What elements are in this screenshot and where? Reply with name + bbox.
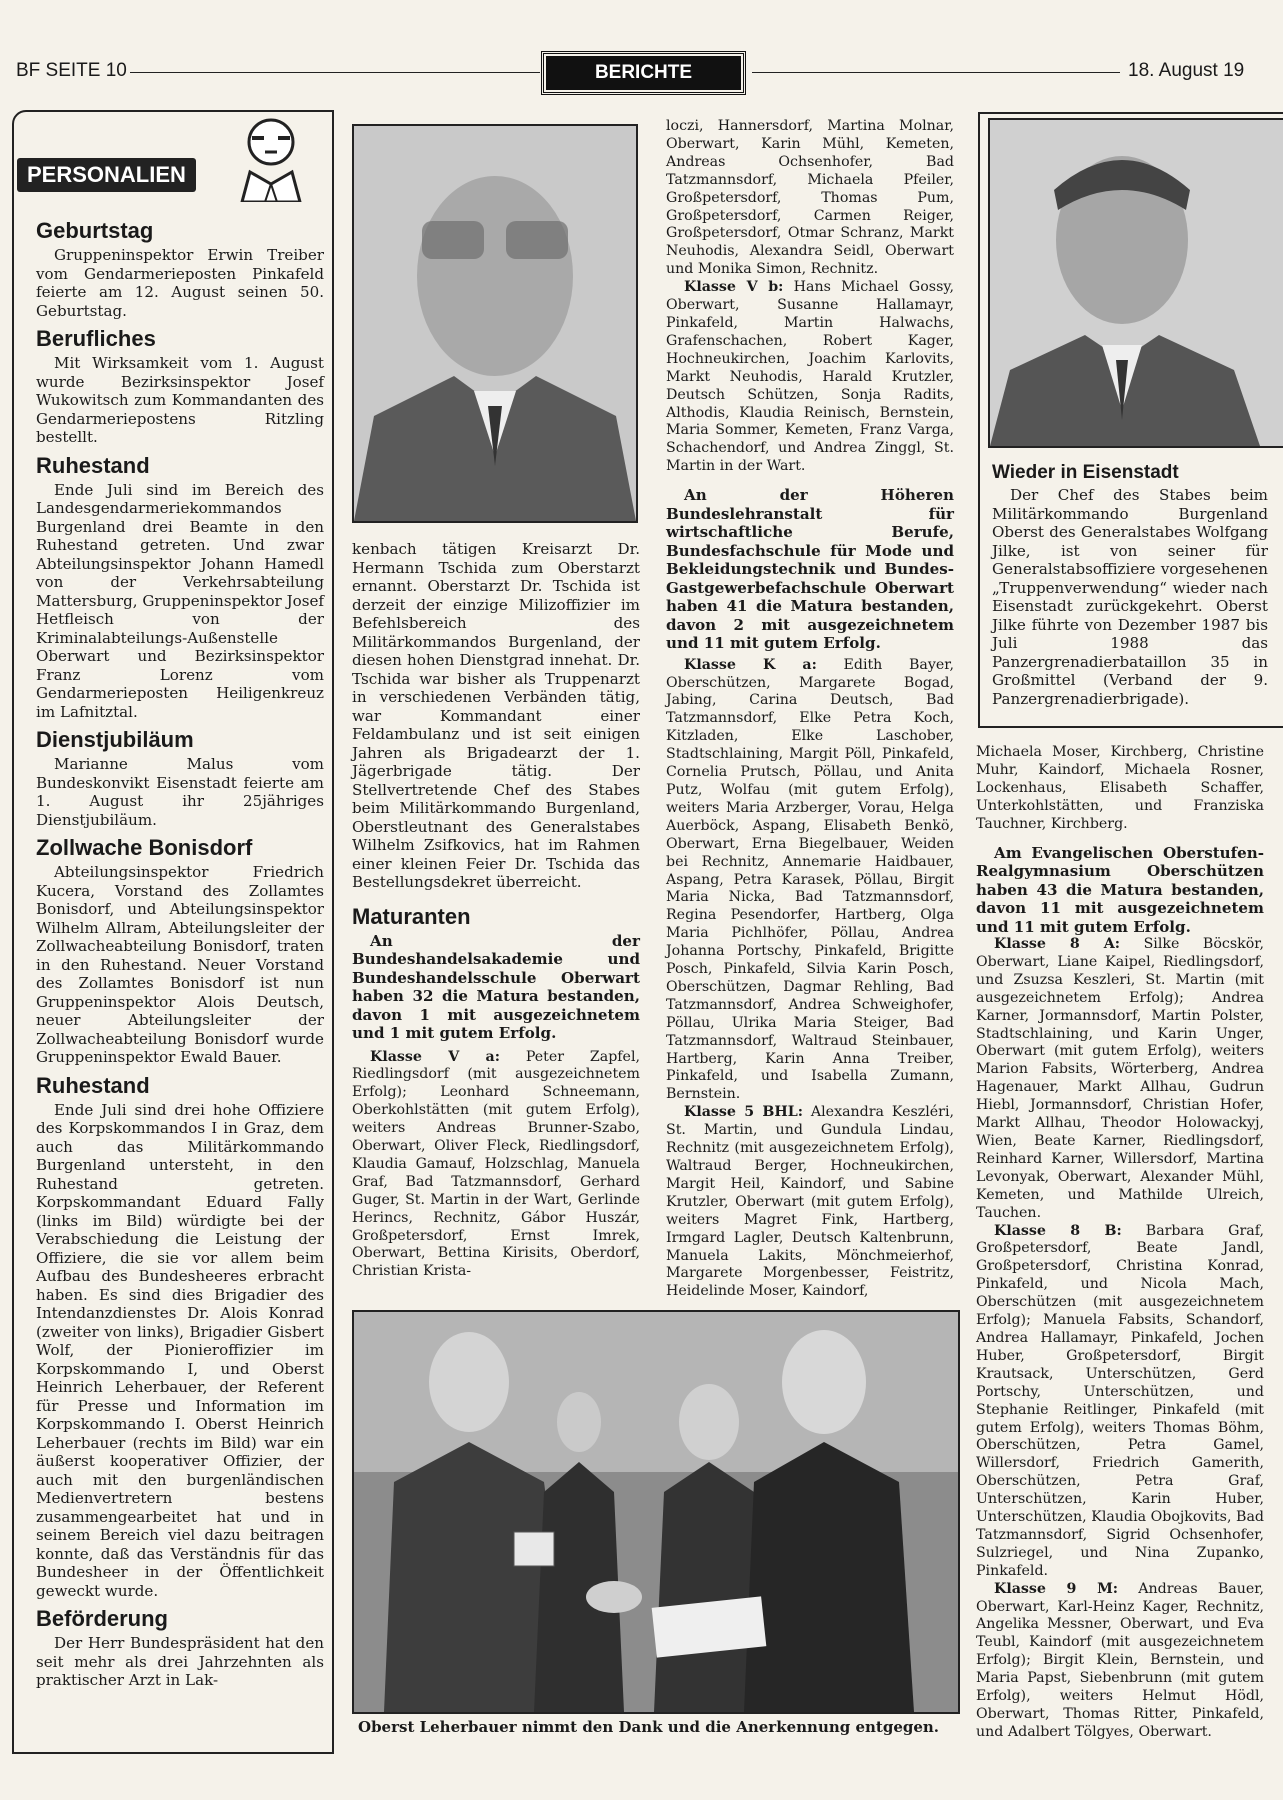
lead-hbla: An der Höheren Bundeslehranstalt für wirtschaftliche Berufe, Bundesfachschule für Mode und Bekleidungstechnik und Bundes-Gastgewerbefachschule Oberwart haben 41 die Matura bestanden, davon 2 mit ausgezeichnetem und 11 mit gutem Erfolg. [666,486,954,653]
list-klasse-vb [666,279,954,476]
lead-evangelisches-gymnasium: Am Evangelischen Oberstufen-Realgymnasium Oberschützen haben 43 die Matura bestanden, davon 11 mit ausgezeichnetem und 11 mit gutem Erfolg. [976,843,1264,936]
text-dienstjubilaeum: Marianne Malus vom Bundeskonvikt Eisenstadt feierte am 1. August ihr 25jähriges Dienstjubiläum. [36,755,324,829]
text-zollwache: Abteilungsinspektor Friedrich Kucera, Vorstand des Zollamtes Bonisdorf, und Abteilungsinspektor Wilhelm Allram, Abteilungsleiter der Zollwacheabteilung Bonisdorf, traten in den Ruhestand. Neuer Vorstand des Zollamtes Bonisdorf ist nun Gruppeninspektor Alois Deutsch, neuer Abteilungsleiter der Zollwacheabteilung Bonisdorf wurde Gruppeninspektor Ewald Bauer. [36,863,324,1066]
heading-zollwache: Zollwache Bonisdorf [36,835,253,860]
page-number: BF SEITE 10 [16,60,127,81]
label-klasse-8b: Klasse 8 B: [994,1222,1122,1239]
heading-wieder-in-eisenstadt: Wieder in Eisenstadt [992,462,1179,483]
list-klasse-9m [976,1581,1264,1742]
names-klasse-8a: Silke Böcskör, Oberwart, Liane Kaipel, Riedlingsdorf, und Zsuzsa Keszleri, St. Martin (mit ausgezeichnetem Erfolg); Andrea Karner, Jormannsdorf, Martin Polster, Stadtschlaining, und Karin Unger, Oberwart (mit gutem Erfolg), weiters Marion Fabsits, Wörterberg, Andrea Hagenauer, Markt Allhau, Gudrun Hiebl, Jormannsdorf, Christian Hofer, Markt Allhau, Theodor Holowackyj, Wien, Beate Karner, Riedlingsdorf, Reinhard Karner, Willersdorf, Martina Levonyak, Oberwart, Alexander Mühl, Kemeten, und Mathilde Ulreich, Tauchen. [976,936,1264,1221]
text-berufliches: Mit Wirksamkeit vom 1. August wurde Bezirksinspektor Josef Wukowitsch zum Kommandanten des Gendarmeriepostens Ritzling bestellt. [36,354,324,446]
list-klasse-5bhl [666,1104,954,1301]
label-klasse-vb: Klasse V b: [684,279,784,296]
label-klasse-5bhl: Klasse 5 BHL: [684,1104,804,1121]
group-photo-illustration [354,1312,958,1712]
list-klasse-8a [976,936,1264,1223]
names-klasse-ka: Edith Bayer, Oberschützen, Margarete Bogad, Jabing, Carina Deutsch, Bad Tatzmannsdorf, Elke Petra Koch, Kitzladen, Elke Laschober, Stadtschlaining, Margit Pöll, Pinkafeld, Cornelia Prutsch, Pöllau, und Anita Putz, Wolfau (mit gutem Erfolg), weiters Maria Arzberger, Vorau, Helga Auerböck, Aspang, Elisabeth Benkö, Oberwart, Erna Biegelbauer, Weiden bei Rechnitz, Annemarie Haidbauer, Aspang, Petra Karasek, Pöllau, Birgit Maria Nicka, Bad Tatzmannsdorf, Regina Pesendorfer, Hartberg, Olga Maria Pichlhöfer, Pöllau, Andrea Johanna Portschy, Pinkafeld, Brigitte Posch, Pinkafeld, Silvia Karin Posch, Oberschützen, Dagmar Rehling, Bad Tatzmannsdorf, Andrea Schweighofer, Pöllau, Ulrika Maria Steiger, Bad Tatzmannsdorf, Waltraud Steinbauer, Hartberg, Karin Anna Treiber, Pinkafeld, und Isabella Zumann, Bernstein. [666,656,954,1103]
personalien-badge: PERSONALIEN [17,158,196,192]
group-photo-caption: Oberst Leherbauer nimmt den Dank und die Anerkennung entgegen. [358,1718,940,1736]
text-klasse-va-continued: loczi, Hannersdorf, Martina Molnar, Oberwart, Karin Mühl, Kemeten, Andreas Ochsenhofer, Bad Tatzmannsdorf, Michaela Pfeiler, Großpetersdorf, Thomas Pum, Großpetersdorf, Carmen Reiger, Großpetersdorf, Otmar Schranz, Markt Neuhodis, Alexandra Seidl, Oberwart und Monika Simon, Rechnitz. [666,118,954,278]
list-klasse-ka [666,657,954,1105]
group-photo-leherbauer [352,1310,960,1714]
column-matura-lists [666,118,954,1301]
heading-geburtstag: Geburtstag [36,218,154,243]
text-ruhestand-2: Ende Juli sind drei hohe Offiziere des Korpskommandos I in Graz, dem auch das Militärkommando Burgenland untersteht, in den Ruhestand getreten. Korpskommandant Eduard Fally (links im Bild) würdigte bei der Verabschiedung die Leistung der Offiziere, die sie vor allem beim Aufbau des Bundesheeres erbracht haben. Es sind dies Brigadier des Intendanzdienstes Dr. Alois Konrad (zweiter von links), Brigadier Gisbert Wolf, der Pionieroffizier im Korpskommando I, und Oberst Heinrich Leherbauer, der Referent für Presse und Information im Korpskommando I. Oberst Heinrich Leherbauer (rechts im Bild) war ein äußerst kooperativer Offizier, der auch mit den burgenländischen Medienvertretern bestens zusammengearbeitet hat und in seinem Bereich viel dazu beitragen konnte, daß das Verständnis für das Bundesheer in der Öffentlichkeit geweckt wurde. [36,1100,324,1600]
portrait-photo-jilke [988,118,1283,448]
text-tschida: kenbach tätigen Kreisarzt Dr. Hermann Tschida zum Oberstarzt ernannt. Oberstarzt Dr. Tschida ist derzeit der einzige Milizoffizier im Befehlsbereich des Militärkommandos Burgenland, der diesen hohen Dienstgrad innehat. Dr. Tschida war bisher als Truppenarzt in verschiedenen Verbänden tätig, war Kommandant einer Feldambulanz und ist seit einigen Jahren als Brigadearzt der 1. Jägerbrigade tätig. Der Stellvertretende Chef des Stabes beim Militärkommando Burgenland, Oberstleutnant des Generalstabes Wilhelm Zsifkovics, hat im Rahmen einer kleinen Feier Dr. Tschida das Bestellungsdekret überreicht. [352,540,640,891]
portrait-photo-tschida [352,124,638,523]
lead-bundeshandelsakademie: An der Bundeshandelsakademie und Bundeshandelsschule Oberwart haben 32 die Matura bestanden, davon 1 mit ausgezeichnetem und 1 mit gutem Erfolg. [352,931,640,1042]
heading-ruhestand-2: Ruhestand [36,1072,150,1098]
portrait-illustration-jilke [990,120,1283,446]
column-evang-gymnasium [976,744,1264,1742]
heading-befoerderung: Beförderung [36,1606,168,1631]
portrait-illustration [354,126,636,521]
text-ruhestand-1: Ende Juli sind im Bereich des Landesgendarmeriekommandos Burgenland drei Beamte in den Ruhestand getreten. Und zwar Abteilungsinspektor Johann Hamedl von der Verkehrsabteilung Mattersburg, Gruppeninspektor Josef Hetfleisch von der Kriminalabteilungs-Außenstelle Oberwart und Bezirksinspektor Franz Lorenz vom Gendarmerieposten Heiligenkreuz im Lafnitztal. [36,480,324,721]
header-rule-right [752,72,1120,73]
names-klasse-9m: Andreas Bauer, Oberwart, Karl-Heinz Kager, Rechnitz, Angelika Messner, Oberwart, und Eva Teubl, Kaindorf (mit ausgezeichnetem Erfolg); Birgit Klein, Bernstein, und Maria Papst, Siebenbrunn (mit gutem Erfolg), weiters Helmut Hödl, Oberwart, Thomas Ritter, Pinkafeld, und Adalbert Tölgyes, Oberwart. [976,1580,1264,1740]
heading-berufliches: Berufliches [36,326,156,351]
text-befoerderung: Der Herr Bundespräsident hat den seit mehr als drei Jahrzehnten als praktischer Arzt in Lak- [36,1634,324,1689]
label-klasse-va: Klasse V a: [370,1048,500,1065]
issue-date: 18. August 19 [1128,60,1245,81]
heading-maturanten: Maturanten [352,903,471,929]
column-jilke [992,462,1268,708]
heading-dienstjubilaeum: Dienstjubiläum [36,727,194,752]
label-klasse-ka: Klasse K a: [684,656,817,673]
section-label: BERICHTE [546,56,741,90]
text-wieder-in-eisenstadt: Der Chef des Stabes beim Militärkommando Burgenland Oberst des Generalstabes Wolfgang Jilke, ist von seiner für Generalstabsoffiziere vorgesehenen „Truppenverwendung“ wieder nach Eisenstadt zurückgekehrt. Oberst Jilke führte von Dezember 1987 bis Juli 1988 das Panzergrenadierbataillon 35 in Großmittel (Verband der 9. Panzergrenadierbrigade). [992,486,1268,708]
label-klasse-8a: Klasse 8 A: [994,936,1121,953]
names-klasse-va: Peter Zapfel, Riedlingsdorf (mit ausgezeichnetem Erfolg); Leonhard Schneemann, Oberkohlstätten (mit gutem Erfolg), weiters Andreas Brunner-Szabo, Oberwart, Oliver Fleck, Riedlingsdorf, Klaudia Gamauf, Holzschlag, Manuela Graf, Bad Tatzmannsdorf, Gerhard Guger, St. Martin in der Wart, Gerlinde Herincs, Rechnitz, Gábor Huszár, Großpetersdorf, Ernst Imrek, Oberwart, Bettina Kirisits, Oberdorf, Christian Krista- [352,1048,640,1280]
text-geburtstag: Gruppeninspektor Erwin Treiber vom Gendarmerieposten Pinkafeld feierte am 12. August seinen 50. Geburtstag. [36,246,324,320]
names-klasse-vb: Hans Michael Gossy, Oberwart, Susanne Hallamayr, Pinkafeld, Martin Halwachs, Grafenschachen, Robert Kager, Hochneukirchen, Joachim Karlovits, Markt Neuhodis, Harald Krutzler, Deutsch Schützen, Sonja Radits, Althodis, Klaudia Reinisch, Bernstein, Maria Sommer, Kemeten, Franz Varga, Schachendorf, und Andrea Zinggl, St. Martin in der Wart. [666,279,955,475]
column-personalien [36,212,324,1690]
names-klasse-8b: Barbara Graf, Großpetersdorf, Beate Jandl, Großpetersdorf, Christina Konrad, Pinkafeld, und Nicola Mach, Oberschützen (mit ausgezeichnetem Erfolg); Manuela Fabsits, Schandorf, Andrea Hallamayr, Pinkafeld, Jochen Huber, Großpetersdorf, Birgit Krautsack, Unterschützen, Gerd Portschy, Unterschützen, und Stephanie Reitlinger, Pinkafeld (mit gutem Erfolg), weiters Thomas Böhm, Oberschützen, Petra Gamel, Willersdorf, Friedrich Gamerith, Oberschützen, Petra Graf, Unterschützen, Karin Huber, Unterschützen, Klaudia Obojkovits, Bad Tatzmannsdorf, Sigrid Ochsenhofer, Sulzriegel, und Nina Zupanko, Pinkafeld. [976,1222,1264,1579]
list-klasse-va [352,1049,640,1282]
text-hbla-continued: Michaela Moser, Kirchberg, Christine Muhr, Kaindorf, Michaela Rosner, Lockenhaus, Elisabeth Schaffer, Unterkohlstätten, und Franziska Tauchner, Kirchberg. [976,744,1264,832]
header-rule-left [130,72,540,73]
person-mascot-icon [232,114,310,202]
names-klasse-5bhl: Alexandra Keszléri, St. Martin, und Gundula Lindau, Rechnitz (mit ausgezeichnetem Erfolg), Waltraud Berger, Hochneukirchen, Margit Heil, Kaindorf, und Sabine Krutzler, Oberwart (mit gutem Erfolg), weiters Magret Fink, Hartberg, Irmgard Lagler, Deutsch Kaltenbrunn, Manuela Lakits, Mönchmeierhof, Margarete Morgenbesser, Feistritz, Heidelinde Moser, Kaindorf, [666,1104,954,1300]
heading-ruhestand-1: Ruhestand [36,452,150,478]
list-klasse-8b [976,1223,1264,1581]
label-klasse-9m: Klasse 9 M: [994,1580,1119,1597]
column-tschida-maturanten [352,540,640,1281]
